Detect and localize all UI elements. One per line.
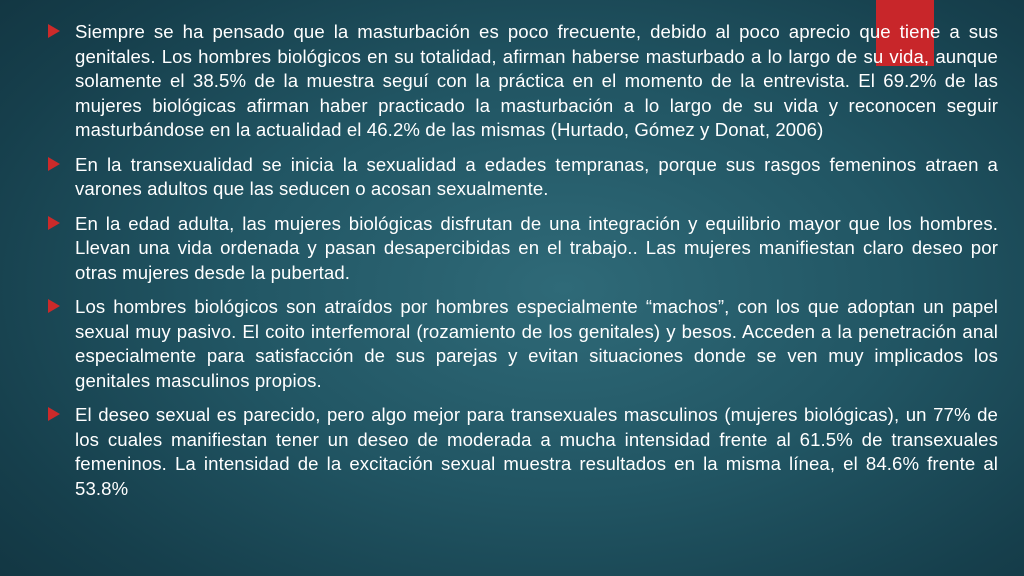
- bullet-text: En la edad adulta, las mujeres biológicas disfrutan de una integración y equilibrio mayor que los hombres. Llevan una vida ordenada y pasan desapercibidas en el trabajo.. Las mujeres manifiestan claro deseo por otras mujeres desde la pubertad.: [75, 212, 998, 283]
- bullet-item: [48, 20, 998, 143]
- bullet-item: [48, 153, 998, 202]
- arrow-bullet-icon: [48, 24, 60, 38]
- arrow-bullet-icon: [48, 407, 60, 421]
- bullet-text: El deseo sexual es parecido, pero algo mejor para transexuales masculinos (mujeres biológicas), un 77% de los cuales manifiestan tener un deseo de moderada a mucha intensidad frente al 61.5% de transexuales femeninos. La intensidad de la excitación sexual muestra resultados en la misma línea, el 84.6% frente al 53.8%: [75, 404, 998, 499]
- slide-content: [48, 20, 998, 511]
- bullet-text: Siempre se ha pensado que la masturbación es poco frecuente, debido al poco aprecio que tiene a sus genitales. Los hombres biológicos en su totalidad, afirman haberse masturbado a lo largo de su vida, aunque solamente el 38.5% de la muestra seguí con la práctica en el momento de la entrevista. El 69.2% de las mujeres biológicas afirman haber practicado la masturbación a lo largo de su vida y reconocen seguir masturbándose en la actualidad el 46.2% de las mismas (Hurtado, Gómez y Donat, 2006): [75, 21, 998, 140]
- arrow-bullet-icon: [48, 216, 60, 230]
- bullet-text: Los hombres biológicos son atraídos por hombres especialmente “machos”, con los que adoptan un papel sexual muy pasivo. El coito interfemoral (rozamiento de los genitales) y besos. Acceden a la penetración anal especialmente para satisfacción de sus parejas y evitan situaciones donde se ven muy implicados los genitales masculinos propios.: [75, 296, 998, 391]
- bullet-item: [48, 295, 998, 393]
- bullet-item: [48, 212, 998, 286]
- arrow-bullet-icon: [48, 299, 60, 313]
- arrow-bullet-icon: [48, 157, 60, 171]
- bullet-item: [48, 403, 998, 501]
- bullet-text: En la transexualidad se inicia la sexualidad a edades tempranas, porque sus rasgos femeninos atraen a varones adultos que las seducen o acosan sexualmente.: [75, 153, 998, 199]
